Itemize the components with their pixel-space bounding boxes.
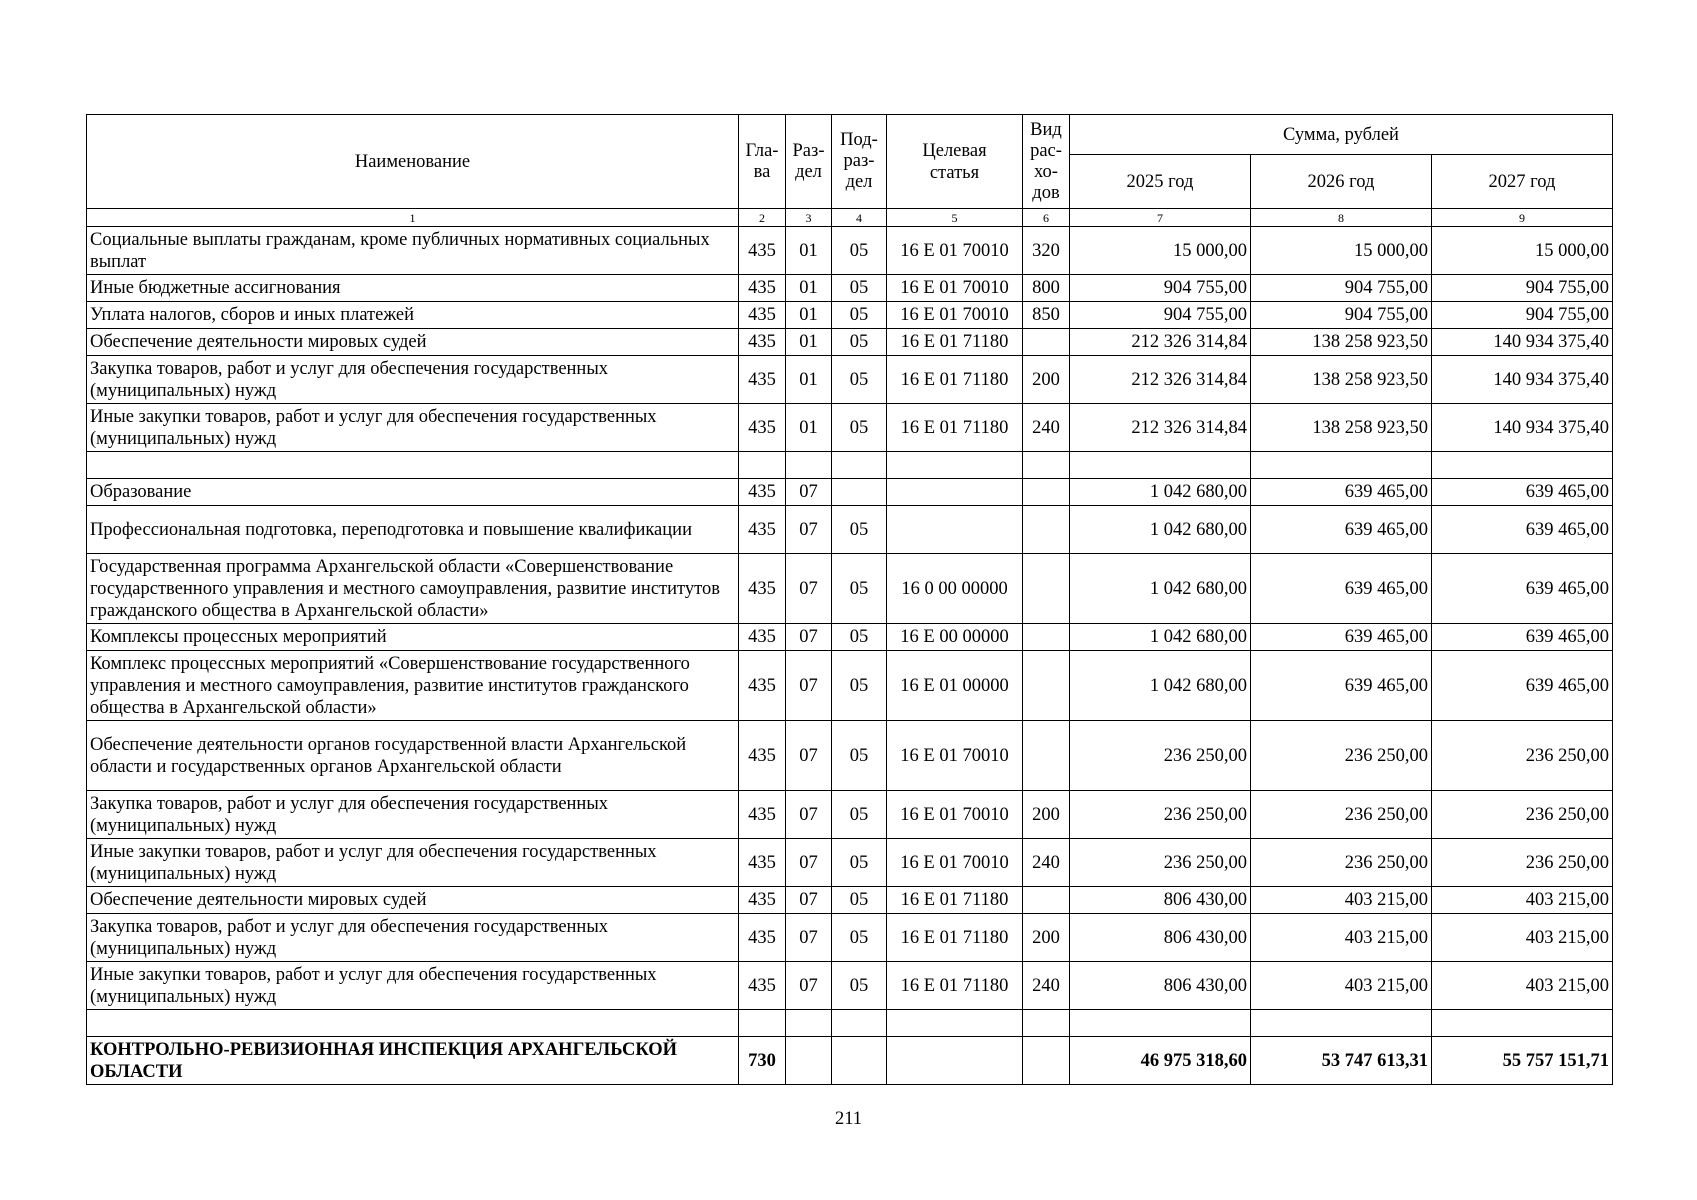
cell-glava [739, 1010, 786, 1037]
cell-sum-2027: 236 250,00 [1432, 721, 1613, 791]
cell-razdel: 07 [786, 791, 832, 839]
table-row [87, 329, 1613, 356]
header-celevaya-text: Целевая статья [922, 140, 987, 183]
table-row [87, 887, 1613, 914]
table-row [87, 554, 1613, 624]
table-row [87, 227, 1613, 275]
cell-name: Иные закупки товаров, работ и услуг для обеспечения государственных (муниципальных) нужд [87, 404, 739, 452]
cell-name: Государственная программа Архангельской области «Совершенствование государственного управления и местного самоуправления, развитие институтов гражданского общества в Архангельской области» [87, 554, 739, 624]
header-glava [739, 115, 786, 209]
cell-vid-rashodov: 800 [1023, 275, 1070, 302]
cell-razdel: 07 [786, 914, 832, 962]
cell-glava: 435 [739, 506, 786, 554]
cell-glava: 435 [739, 404, 786, 452]
cell-podrazdel: 05 [832, 651, 887, 721]
cell-celevaya-statya: 16 Е 01 70010 [887, 302, 1023, 329]
cell-sum-2026: 403 215,00 [1251, 914, 1432, 962]
cell-sum-2026: 138 258 923,50 [1251, 404, 1432, 452]
cell-vid-rashodov: 240 [1023, 404, 1070, 452]
table-row [87, 839, 1613, 887]
cell-sum-2027: 403 215,00 [1432, 962, 1613, 1010]
cell-vid-rashodov: 320 [1023, 227, 1070, 275]
cell-podrazdel: 05 [832, 404, 887, 452]
cell-razdel: 07 [786, 651, 832, 721]
cell-razdel: 01 [786, 275, 832, 302]
cell-name [87, 1010, 739, 1037]
cell-podrazdel: 05 [832, 329, 887, 356]
cell-sum-2027: 904 755,00 [1432, 275, 1613, 302]
cell-vid-rashodov [1023, 624, 1070, 651]
table-row [87, 791, 1613, 839]
cell-sum-2027: 15 000,00 [1432, 227, 1613, 275]
cell-sum-2027: 403 215,00 [1432, 914, 1613, 962]
table-row [87, 452, 1613, 479]
col-index: 8 [1251, 209, 1432, 227]
cell-vid-rashodov [1023, 506, 1070, 554]
cell-celevaya-statya: 16 Е 01 71180 [887, 404, 1023, 452]
cell-sum-2027: 55 757 151,71 [1432, 1037, 1613, 1085]
cell-sum-2027: 639 465,00 [1432, 506, 1613, 554]
cell-name: Комплексы процессных мероприятий [87, 624, 739, 651]
cell-razdel: 07 [786, 887, 832, 914]
cell-glava: 435 [739, 356, 786, 404]
col-index: 5 [887, 209, 1023, 227]
cell-razdel: 07 [786, 479, 832, 506]
cell-sum-2027 [1432, 452, 1613, 479]
header-celevaya-statya [887, 115, 1023, 209]
cell-sum-2025: 236 250,00 [1070, 791, 1251, 839]
table-body [87, 227, 1613, 1085]
cell-vid-rashodov [1023, 651, 1070, 721]
cell-sum-2025: 904 755,00 [1070, 275, 1251, 302]
cell-sum-2025: 212 326 314,84 [1070, 329, 1251, 356]
cell-glava: 435 [739, 962, 786, 1010]
cell-podrazdel: 05 [832, 962, 887, 1010]
cell-name: Закупка товаров, работ и услуг для обеспечения государственных (муниципальных) нужд [87, 356, 739, 404]
cell-glava: 435 [739, 554, 786, 624]
cell-sum-2025: 46 975 318,60 [1070, 1037, 1251, 1085]
cell-celevaya-statya: 16 Е 01 70010 [887, 227, 1023, 275]
cell-sum-2027: 140 934 375,40 [1432, 404, 1613, 452]
cell-vid-rashodov [1023, 1037, 1070, 1085]
cell-name: Иные закупки товаров, работ и услуг для обеспечения государственных (муниципальных) нужд [87, 839, 739, 887]
col-index: 1 [87, 209, 739, 227]
cell-glava: 435 [739, 624, 786, 651]
cell-razdel: 07 [786, 839, 832, 887]
cell-razdel: 01 [786, 227, 832, 275]
cell-celevaya-statya: 16 Е 01 71180 [887, 356, 1023, 404]
header-razdel [786, 115, 832, 209]
column-index-row [87, 209, 1613, 227]
table-row [87, 624, 1613, 651]
table-row [87, 275, 1613, 302]
cell-celevaya-statya: 16 Е 01 71180 [887, 914, 1023, 962]
col-index: 2 [739, 209, 786, 227]
cell-vid-rashodov [1023, 721, 1070, 791]
cell-name: Комплекс процессных мероприятий «Совершенствование государственного управления и местного самоуправления, развитие институтов гражданского общества в Архангельской области» [87, 651, 739, 721]
cell-sum-2026: 639 465,00 [1251, 506, 1432, 554]
cell-vid-rashodov [1023, 887, 1070, 914]
cell-vid-rashodov: 200 [1023, 791, 1070, 839]
cell-name: Иные бюджетные ассигнования [87, 275, 739, 302]
cell-vid-rashodov: 200 [1023, 356, 1070, 404]
cell-celevaya-statya: 16 Е 00 00000 [887, 624, 1023, 651]
cell-glava: 435 [739, 887, 786, 914]
cell-razdel: 07 [786, 554, 832, 624]
cell-razdel: 01 [786, 356, 832, 404]
cell-celevaya-statya: 16 Е 01 00000 [887, 651, 1023, 721]
cell-razdel: 07 [786, 624, 832, 651]
cell-vid-rashodov [1023, 479, 1070, 506]
cell-podrazdel [832, 1037, 887, 1085]
cell-sum-2026: 236 250,00 [1251, 721, 1432, 791]
cell-sum-2025: 806 430,00 [1070, 962, 1251, 1010]
cell-celevaya-statya: 16 0 00 00000 [887, 554, 1023, 624]
cell-podrazdel: 05 [832, 887, 887, 914]
cell-celevaya-statya: 16 Е 01 71180 [887, 962, 1023, 1010]
cell-name: Обеспечение деятельности мировых судей [87, 329, 739, 356]
cell-sum-2026: 639 465,00 [1251, 624, 1432, 651]
cell-podrazdel: 05 [832, 721, 887, 791]
cell-name: Иные закупки товаров, работ и услуг для обеспечения государственных (муниципальных) нужд [87, 962, 739, 1010]
cell-glava: 435 [739, 721, 786, 791]
cell-celevaya-statya: 16 Е 01 71180 [887, 887, 1023, 914]
cell-vid-rashodov [1023, 329, 1070, 356]
cell-celevaya-statya: 16 Е 01 70010 [887, 839, 1023, 887]
cell-celevaya-statya: 16 Е 01 70010 [887, 721, 1023, 791]
cell-name: Образование [87, 479, 739, 506]
cell-sum-2027: 639 465,00 [1432, 651, 1613, 721]
col-index: 6 [1023, 209, 1070, 227]
cell-celevaya-statya: 16 Е 01 70010 [887, 791, 1023, 839]
cell-name [87, 452, 739, 479]
cell-sum-2025: 1 042 680,00 [1070, 651, 1251, 721]
cell-celevaya-statya [887, 506, 1023, 554]
cell-glava: 435 [739, 329, 786, 356]
table-row [87, 1010, 1613, 1037]
table-row [87, 914, 1613, 962]
table-row [87, 302, 1613, 329]
cell-celevaya-statya [887, 1037, 1023, 1085]
cell-sum-2026: 639 465,00 [1251, 554, 1432, 624]
cell-vid-rashodov: 200 [1023, 914, 1070, 962]
table-row [87, 651, 1613, 721]
cell-podrazdel: 05 [832, 302, 887, 329]
cell-glava: 435 [739, 651, 786, 721]
cell-sum-2027: 140 934 375,40 [1432, 356, 1613, 404]
cell-razdel: 01 [786, 302, 832, 329]
cell-podrazdel [832, 479, 887, 506]
cell-glava: 435 [739, 791, 786, 839]
header-vid-rashodov [1023, 115, 1070, 209]
cell-vid-rashodov: 850 [1023, 302, 1070, 329]
cell-name: Закупка товаров, работ и услуг для обеспечения государственных (муниципальных) нужд [87, 791, 739, 839]
cell-sum-2025: 1 042 680,00 [1070, 624, 1251, 651]
cell-vid-rashodov [1023, 554, 1070, 624]
cell-sum-2026: 403 215,00 [1251, 962, 1432, 1010]
cell-sum-2027: 639 465,00 [1432, 479, 1613, 506]
cell-razdel: 07 [786, 721, 832, 791]
header-podrazdel [832, 115, 887, 209]
cell-sum-2027: 639 465,00 [1432, 554, 1613, 624]
cell-podrazdel: 05 [832, 791, 887, 839]
cell-name: Обеспечение деятельности органов государственной власти Архангельской области и государственных органов Архангельской области [87, 721, 739, 791]
cell-name: Уплата налогов, сборов и иных платежей [87, 302, 739, 329]
cell-sum-2025: 806 430,00 [1070, 887, 1251, 914]
cell-sum-2026: 904 755,00 [1251, 275, 1432, 302]
header-razdel-text: Раз- дел [792, 140, 825, 182]
header-vid-text: Вид рас- хо- дов [1030, 119, 1062, 203]
cell-sum-2026: 904 755,00 [1251, 302, 1432, 329]
cell-sum-2025: 1 042 680,00 [1070, 479, 1251, 506]
cell-podrazdel: 05 [832, 506, 887, 554]
cell-podrazdel: 05 [832, 554, 887, 624]
cell-sum-2026: 138 258 923,50 [1251, 356, 1432, 404]
cell-podrazdel: 05 [832, 356, 887, 404]
cell-podrazdel [832, 1010, 887, 1037]
cell-sum-2025: 904 755,00 [1070, 302, 1251, 329]
col-index: 9 [1432, 209, 1613, 227]
cell-sum-2027: 140 934 375,40 [1432, 329, 1613, 356]
cell-celevaya-statya [887, 479, 1023, 506]
cell-sum-2027 [1432, 1010, 1613, 1037]
table-row [87, 721, 1613, 791]
cell-glava: 435 [739, 275, 786, 302]
cell-celevaya-statya: 16 Е 01 70010 [887, 275, 1023, 302]
cell-sum-2025: 15 000,00 [1070, 227, 1251, 275]
cell-glava: 730 [739, 1037, 786, 1085]
cell-podrazdel: 05 [832, 227, 887, 275]
header-glava-text: Гла- ва [745, 140, 779, 182]
table-row [87, 962, 1613, 1010]
cell-name: Профессиональная подготовка, переподготовка и повышение квалификации [87, 506, 739, 554]
cell-sum-2026: 236 250,00 [1251, 839, 1432, 887]
header-summa: Сумма, рублей [1070, 115, 1613, 155]
cell-razdel: 01 [786, 329, 832, 356]
col-index: 3 [786, 209, 832, 227]
header-year-2027: 2027 год [1432, 155, 1613, 209]
cell-name: КОНТРОЛЬНО-РЕВИЗИОННАЯ ИНСПЕКЦИЯ АРХАНГЕЛЬСКОЙ ОБЛАСТИ [87, 1037, 739, 1085]
cell-sum-2026 [1251, 452, 1432, 479]
cell-razdel: 01 [786, 404, 832, 452]
cell-sum-2025: 236 250,00 [1070, 839, 1251, 887]
cell-glava: 435 [739, 302, 786, 329]
cell-podrazdel: 05 [832, 624, 887, 651]
cell-sum-2026 [1251, 1010, 1432, 1037]
cell-vid-rashodov: 240 [1023, 839, 1070, 887]
cell-name: Закупка товаров, работ и услуг для обеспечения государственных (муниципальных) нужд [87, 914, 739, 962]
cell-podrazdel: 05 [832, 914, 887, 962]
cell-sum-2026: 639 465,00 [1251, 479, 1432, 506]
cell-podrazdel: 05 [832, 839, 887, 887]
header-name: Наименование [87, 115, 739, 209]
cell-razdel [786, 1010, 832, 1037]
col-index: 7 [1070, 209, 1251, 227]
cell-sum-2026: 639 465,00 [1251, 651, 1432, 721]
cell-sum-2025: 212 326 314,84 [1070, 404, 1251, 452]
cell-sum-2027: 639 465,00 [1432, 624, 1613, 651]
cell-sum-2025: 236 250,00 [1070, 721, 1251, 791]
cell-sum-2025: 806 430,00 [1070, 914, 1251, 962]
col-index: 4 [832, 209, 887, 227]
cell-sum-2027: 403 215,00 [1432, 887, 1613, 914]
table-row [87, 479, 1613, 506]
cell-glava [739, 452, 786, 479]
cell-glava: 435 [739, 839, 786, 887]
cell-sum-2025: 212 326 314,84 [1070, 356, 1251, 404]
table-row [87, 356, 1613, 404]
cell-razdel [786, 1037, 832, 1085]
cell-vid-rashodov [1023, 1010, 1070, 1037]
table-row [87, 506, 1613, 554]
table-row [87, 404, 1613, 452]
header-podrazdel-text: Под- раз- дел [840, 130, 878, 192]
header-year-2026: 2026 год [1251, 155, 1432, 209]
cell-sum-2027: 236 250,00 [1432, 839, 1613, 887]
cell-vid-rashodov [1023, 452, 1070, 479]
header-year-2025: 2025 год [1070, 155, 1251, 209]
cell-vid-rashodov: 240 [1023, 962, 1070, 1010]
cell-sum-2026: 138 258 923,50 [1251, 329, 1432, 356]
cell-razdel: 07 [786, 506, 832, 554]
cell-celevaya-statya [887, 1010, 1023, 1037]
cell-podrazdel [832, 452, 887, 479]
cell-sum-2025 [1070, 1010, 1251, 1037]
cell-name: Социальные выплаты гражданам, кроме публичных нормативных социальных выплат [87, 227, 739, 275]
cell-glava: 435 [739, 914, 786, 962]
cell-sum-2026: 53 747 613,31 [1251, 1037, 1432, 1085]
cell-celevaya-statya [887, 452, 1023, 479]
table-row [87, 1037, 1613, 1085]
cell-sum-2027: 236 250,00 [1432, 791, 1613, 839]
cell-glava: 435 [739, 227, 786, 275]
cell-celevaya-statya: 16 Е 01 71180 [887, 329, 1023, 356]
cell-razdel: 07 [786, 962, 832, 1010]
cell-podrazdel: 05 [832, 275, 887, 302]
cell-sum-2026: 403 215,00 [1251, 887, 1432, 914]
page-number: 211 [834, 1109, 863, 1129]
cell-sum-2026: 15 000,00 [1251, 227, 1432, 275]
cell-sum-2026: 236 250,00 [1251, 791, 1432, 839]
cell-sum-2025: 1 042 680,00 [1070, 506, 1251, 554]
cell-name: Обеспечение деятельности мировых судей [87, 887, 739, 914]
cell-glava: 435 [739, 479, 786, 506]
cell-sum-2027: 904 755,00 [1432, 302, 1613, 329]
cell-razdel [786, 452, 832, 479]
budget-table [86, 114, 1613, 1085]
cell-sum-2025 [1070, 452, 1251, 479]
cell-sum-2025: 1 042 680,00 [1070, 554, 1251, 624]
